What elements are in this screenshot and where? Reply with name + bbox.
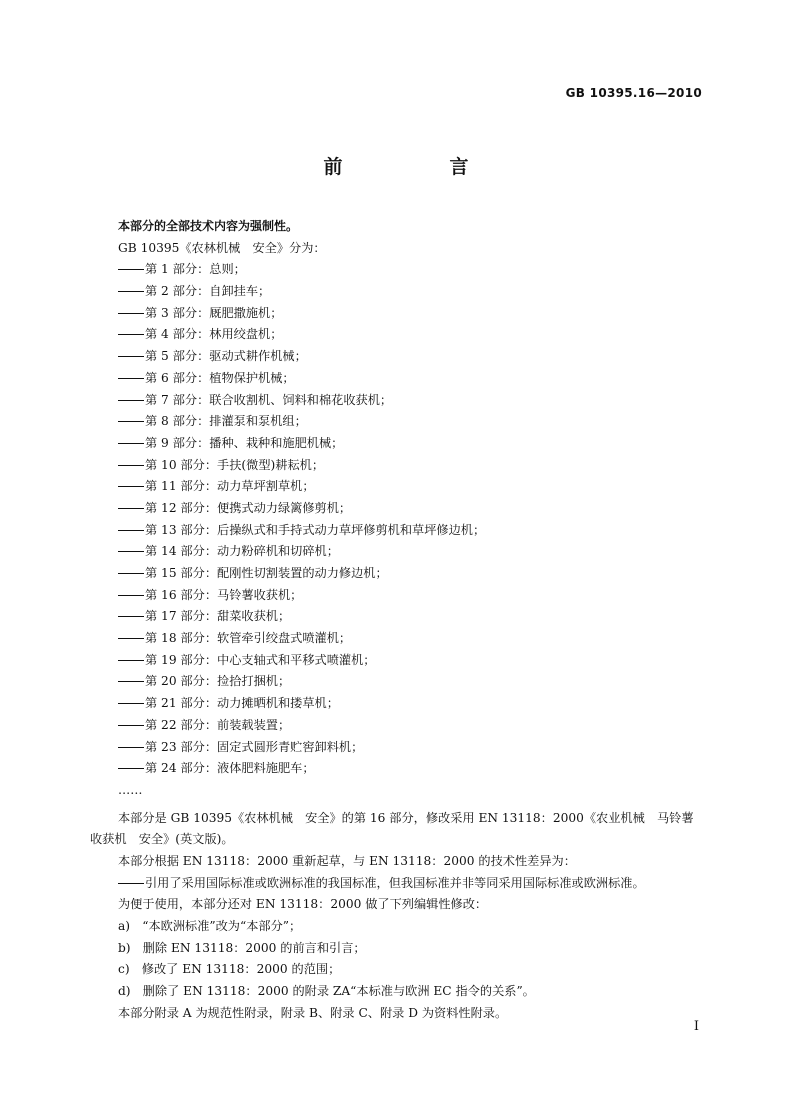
dash-mark [118, 681, 144, 682]
dash-mark [118, 508, 144, 509]
dash-mark [118, 356, 144, 357]
list-item: 第 13 部分：后操纵式和手持式动力草坪修剪机和草坪修边机； [90, 520, 702, 542]
technical-difference: 引用了采用国际标准或欧洲标准的我国标准，但我国标准并非等同采用国际标准或欧洲标准。 [90, 873, 702, 895]
list-item: b) 删除 EN 13118：2000 的前言和引言； [118, 940, 366, 955]
paragraph-annexes: 本部分附录 A 为规范性附录，附录 B、附录 C、附录 D 为资料性附录。 [118, 1005, 508, 1020]
foreword-body [90, 216, 702, 1024]
list-item: d) 删除了 EN 13118：2000 的附录 ZA“本标准与欧洲 EC 指令的关系”。 [118, 984, 535, 999]
list-item: 第 15 部分：配刚性切割装置的动力修边机； [90, 563, 702, 585]
paragraph-drafting: 本部分根据 EN 13118：2000 重新起草，与 EN 13118：2000 的技术性差异为： [118, 853, 576, 868]
dash-mark [118, 530, 144, 531]
list-item: 第 3 部分：厩肥撒施机； [90, 303, 702, 325]
dash-mark [118, 616, 144, 617]
dash-mark [118, 703, 144, 704]
dash-mark [118, 883, 144, 884]
list-item: 第 16 部分：马铃薯收获机； [90, 585, 702, 607]
dash-mark [118, 768, 144, 769]
page-number: I [693, 1019, 699, 1034]
dash-mark [118, 443, 144, 444]
list-item: 第 24 部分：液体肥料施肥车； [90, 758, 702, 780]
list-item: 第 9 部分：播种、栽种和施肥机械； [90, 433, 702, 455]
list-item: 第 7 部分：联合收割机、饲料和棉花收获机； [90, 390, 702, 412]
dash-mark [118, 291, 144, 292]
dash-mark [118, 747, 144, 748]
paragraph-adoption-line1: 本部分是 GB 10395《农林机械 安全》的第 16 部分，修改采用 EN 13118：2000《农业机械 马铃薯 [118, 810, 694, 825]
dash-mark [118, 465, 144, 466]
parts-list [90, 259, 702, 780]
dash-mark [118, 313, 144, 314]
dash-mark [118, 378, 144, 379]
list-item: 第 17 部分：甜菜收获机； [90, 606, 702, 628]
list-item: 第 2 部分：自卸挂车； [90, 281, 702, 303]
standard-code: GB 10395.16—2010 [565, 86, 702, 100]
edits-list [90, 916, 702, 1003]
dash-mark [118, 551, 144, 552]
paragraph-adoption-line2: 收获机 安全》(英文版)。 [90, 832, 234, 847]
list-item: 第 11 部分：动力草坪割草机； [90, 476, 702, 498]
page-title: 前 言 [323, 156, 513, 178]
dash-mark [118, 660, 144, 661]
list-item: 第 6 部分：植物保护机械； [90, 368, 702, 390]
dash-mark [118, 725, 144, 726]
list-item: 第 19 部分：中心支轴式和平移式喷灌机； [90, 650, 702, 672]
list-item: 第 22 部分：前装载装置； [90, 715, 702, 737]
dash-mark [118, 595, 144, 596]
list-item: 第 5 部分：驱动式耕作机械； [90, 346, 702, 368]
dash-mark [118, 421, 144, 422]
list-item: 第 4 部分：林用绞盘机； [90, 324, 702, 346]
list-item: 第 14 部分：动力粉碎机和切碎机； [90, 541, 702, 563]
dash-mark [118, 573, 144, 574]
dash-mark [118, 334, 144, 335]
list-item: 第 10 部分：手扶(微型)耕耘机； [90, 455, 702, 477]
list-item: 第 1 部分：总则； [90, 259, 702, 281]
dash-mark [118, 638, 144, 639]
list-item: 第 8 部分：排灌泵和泵机组； [90, 411, 702, 433]
list-item: 第 23 部分：固定式圆形青贮窖卸料机； [90, 737, 702, 759]
series-intro: GB 10395《农林机械 安全》分为： [118, 240, 326, 255]
list-item: 第 20 部分：捡拾打捆机； [90, 671, 702, 693]
list-item: a) “本欧洲标准”改为“本部分”； [118, 919, 302, 933]
list-item: 第 12 部分：便携式动力绿篱修剪机； [90, 498, 702, 520]
paragraph-editorial: 为便于使用，本部分还对 EN 13118：2000 做了下列编辑性修改： [118, 897, 488, 912]
dash-mark [118, 400, 144, 401]
mandatory-note: 本部分的全部技术内容为强制性。 [118, 219, 299, 233]
dash-mark [118, 486, 144, 487]
ellipsis: …… [118, 782, 143, 797]
list-item: c) 修改了 EN 13118：2000 的范围； [118, 962, 341, 977]
list-item: 第 18 部分：软管牵引绞盘式喷灌机； [90, 628, 702, 650]
list-item: 第 21 部分：动力摊晒机和搂草机； [90, 693, 702, 715]
dash-mark [118, 269, 144, 270]
